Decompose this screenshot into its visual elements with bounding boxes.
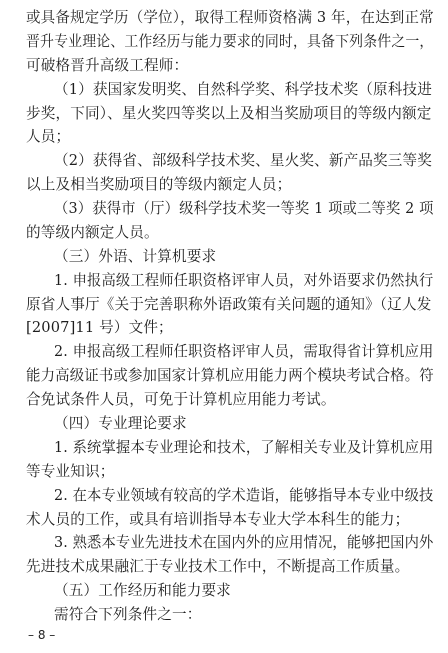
body-text-line: 能力高级证书或参加国家计算机应用能力两个模块考试合格。符 — [26, 367, 434, 385]
body-text-line: 以上及相当奖励项目的等级内额定人员； — [26, 176, 292, 194]
body-text-line: 需符合下列条件之一： — [54, 606, 202, 623]
body-text-line: 等专业知识； — [26, 462, 115, 480]
page-number: – 8 – — [28, 628, 56, 642]
body-text-line: 原省人事厅《关于完善职称外语政策有关问题的通知》（辽人发 — [26, 295, 432, 313]
body-text-line: （1）获国家发明奖、自然科学奖、科学技术奖（原科技进 — [54, 80, 433, 98]
body-text-line: 2. 申报高级工程师任职资格评审人员，需取得省计算机应用 — [54, 343, 434, 361]
section-heading: （三）外语、计算机要求 — [54, 247, 217, 265]
body-text-line: 人员； — [26, 128, 71, 146]
body-text-line: （3）获得市（厅）级科学技术奖一等奖 1 项或二等奖 2 项 — [54, 200, 434, 217]
section-heading: （五）工作经历和能力要求 — [54, 582, 231, 600]
body-text-line: 先进技术成果融汇于专业技术工作中，不断提高工作质量。 — [26, 558, 410, 576]
section-heading: （四）专业理论要求 — [54, 415, 187, 432]
body-text-line: 3. 熟悉本专业先进技术在国内外的应用情况，能够把国内外 — [54, 534, 434, 552]
body-text-line: （2）获得省、部级科学技术奖、星火奖、新产品奖三等奖 — [54, 152, 433, 170]
body-text-line: 合免试条件人员，可免于计算机应用能力考试。 — [26, 391, 336, 409]
body-text-line: 1. 申报高级工程师任职资格评审人员，对外语要求仍然执行 — [54, 271, 434, 289]
body-text-line: 步奖，下同）、星火奖四等奖以上及相当奖励项目的等级内额定 — [26, 104, 432, 122]
body-text-line: 的等级内额定人员。 — [26, 223, 159, 241]
body-text-line: 可破格晋升高级工程师： — [26, 56, 189, 74]
body-text-line: 2. 在本专业领域有较高的学术造诣，能够指导本专业中级技 — [54, 486, 434, 504]
body-text-line: 1. 系统掌握本专业理论和技术，了解相关专业及计算机应用 — [54, 438, 434, 456]
body-text-line: 或具备规定学历（学位），取得工程师资格满 3 年，在达到正常 — [26, 9, 434, 26]
body-text-line: 术人员的工作，或具有培训指导本专业大学本科生的能力； — [26, 510, 410, 528]
body-text-line: 晋升专业理论、工作经历与能力要求的同时，具备下列条件之一， — [26, 32, 434, 50]
body-text-line: [2007]11 号）文件； — [26, 319, 173, 337]
